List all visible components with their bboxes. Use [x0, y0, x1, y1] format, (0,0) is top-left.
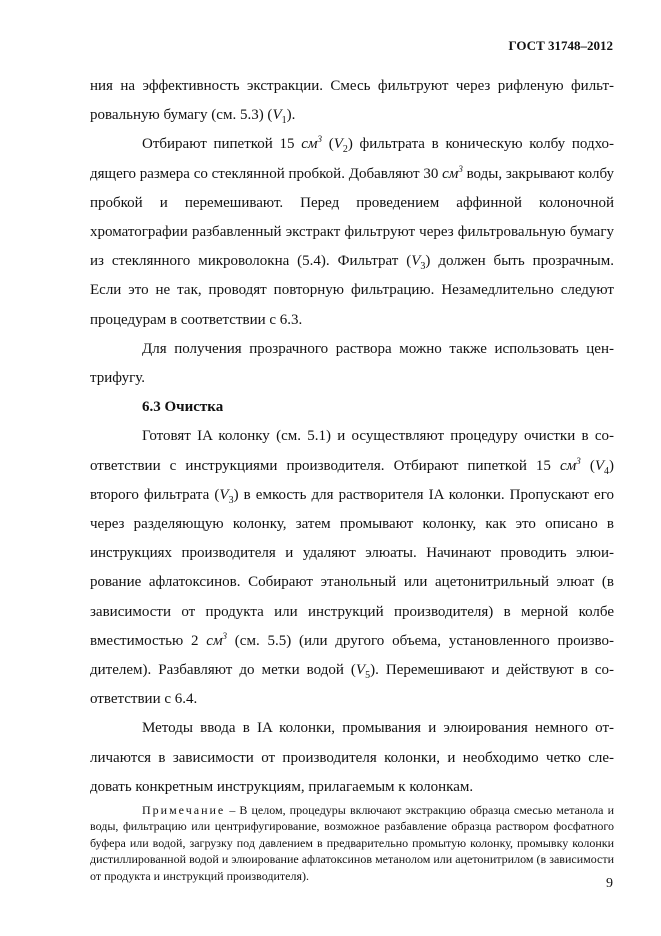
paragraph-pipette-filtrate: Отбирают пипеткой 15 $см^3$ $(V_2)$ фильтрата в коническую колбу подходящего размера со стеклянной пробкой. Добавляют 30 $см^3$ воды, закрывают колбу пробкой и перемешивают. Перед проведением аффинной колоночной хроматографии разбавленный экстракт фильтруют через фильтровальную бумагу из стеклянного микроволокна (5.4). Фильтрат $(V_3)$ должен быть прозрачным. Если это не так, проводят повторную фильтрацию. Незамедлительно следуют процедурам в соответствии с 6.3.	[90, 134, 615, 328]
section-heading-cleanup: 6.3 Очистка	[142, 399, 224, 416]
paragraph-centrifuge: Для получения прозрачного раствора можно также использовать центрифугу.	[90, 340, 614, 387]
paragraph-continuation: ния на эффективность экстракции. Смесь фильтруют через рифленую фильтровальную бумагу (см. 5.3) $(V_1)$.	[90, 78, 614, 127]
paragraph-methods-differ: Методы ввода в IA колонки, промывания и элюирования немного отличаются в зависимости от производителя колонки, и необходимо четко следовать конкретным инструкциям, прилагаемым к колонкам.	[90, 720, 614, 795]
note-paragraph: Примечание – В целом, процедуры включают экстракцию образца смесью метанола и воды, фильтрацию или центрифугирование, возможное разбавление образца раствором фосфатного буфера или водой, загрузку под давлением в предварительно промытую колонку, промывку колонки дистиллированной водой и элюирование афлатоксинов метанолом или ацетонитрилом (в зависимости от продукта и инструкций производителя).	[90, 803, 614, 883]
paragraph-ia-column: Готовят IA колонку (см. 5.1) и осуществляют процедуру очистки в соответствии с инструкциями производителя. Отбирают пипеткой 15 $см^3$ $(V_4)$ второго фильтрата $(V_3)$ в емкость для растворителя IA колонки. Пропускают его через разделяющую колонку, затем промывают колонку, как это описано в инструкциях производителя и удаляют элюаты. Начинают проводить элюирование афлатоксинов. Собирают этанольный или ацетонитрильный элюат (в зависимости от продукта или инструкций производителя) в мерной колбе вместимостью 2 $см^3$ (см. 5.5) (или другого объема, установленного производителем). Разбавляют до метки водой $(V_5)$. Перемешивают и действуют в соответствии с 6.4.	[90, 428, 615, 708]
document-code-header: ГОСТ 31748–2012	[508, 38, 613, 53]
document-body	[90, 72, 614, 884]
page-number: 9	[606, 876, 613, 891]
note-label: Примечание	[142, 803, 226, 818]
